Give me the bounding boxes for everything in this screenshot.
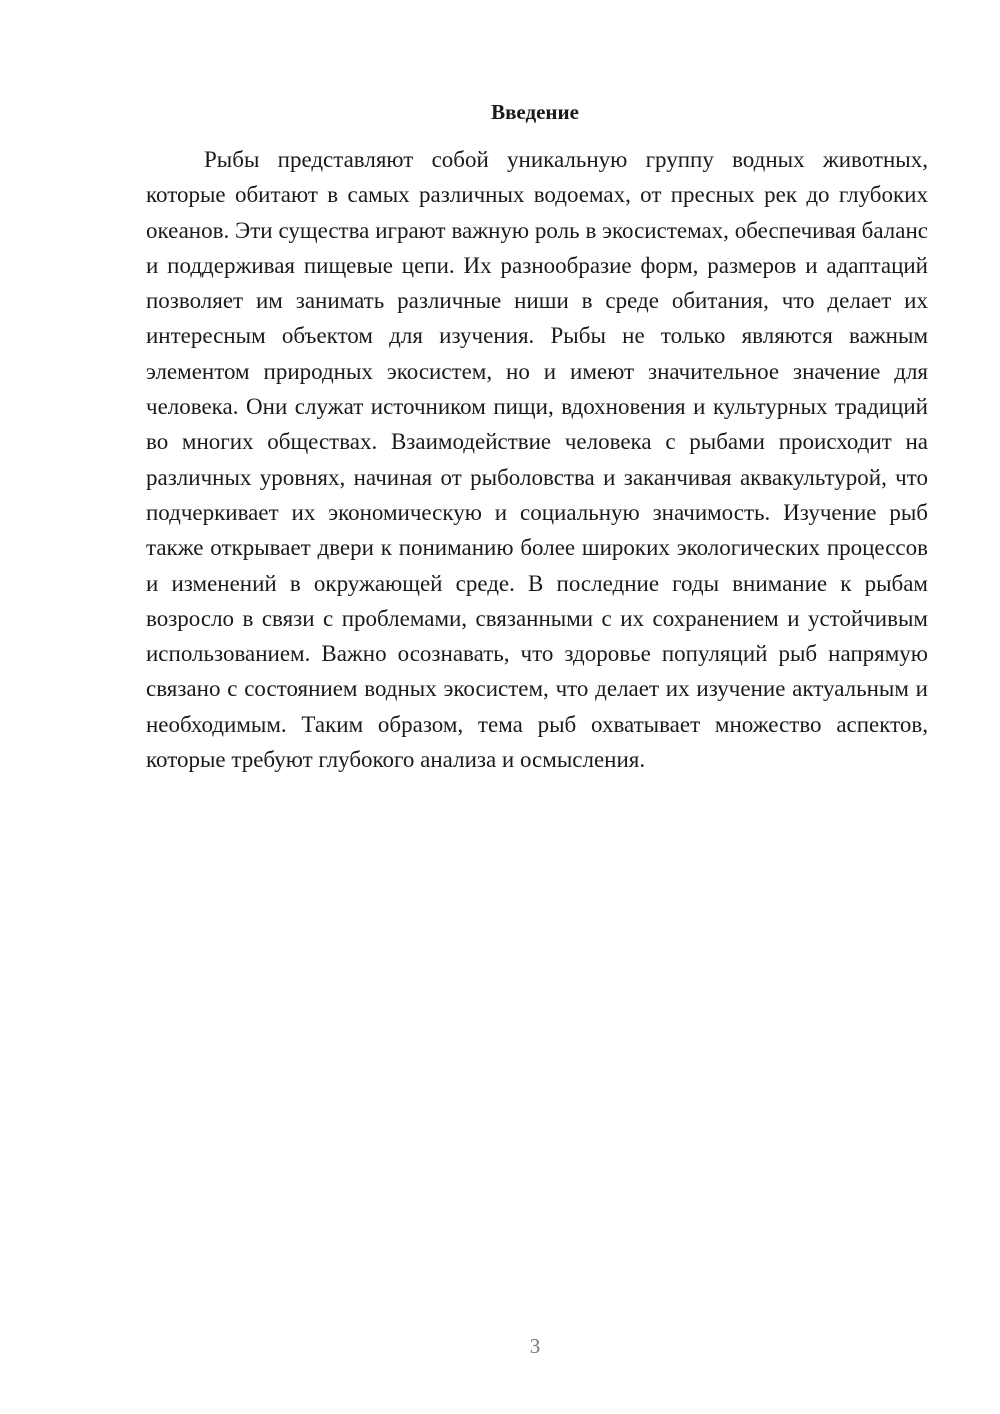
page-title: Введение — [491, 100, 579, 124]
body-paragraph: Рыбы представляют собой уникальную группу водных животных, которые обитают в самых различных водоемах, от пресных рек до глубоких океанов. Эти существа играют важную роль в экосистемах, обеспечивая баланс и поддерживая пищевые цепи. Их разнообразие форм, размеров и адаптаций позволяет им занимать различные ниши в среде обитания, что делает их интересным объектом для изучения. Рыбы не только являются важным элементом природных экосистем, но и имеют значительное значение для человека. Они служат источником пищи, вдохновения и культурных традиций во многих обществах. Взаимодействие человека с рыбами происходит на различных уровнях, начиная от рыболовства и заканчивая аквакультурой, что подчеркивает их экономическую и социальную значимость. Изучение рыб также открывает двери к пониманию более широких экологических процессов и изменений в окружающей среде. В последние годы внимание к рыбам возросло в связи с проблемами, связанными с их сохранением и устойчивым использованием. Важно осознавать, что здоровье популяций рыб напрямую связано с состоянием водных экосистем, что делает их изучение актуальным и необходимым. Таким образом, тема рыб охватывает множество аспектов, которые требуют глубокого анализа и осмысления. — [146, 147, 928, 773]
page-number: 3 — [529, 1334, 541, 1358]
